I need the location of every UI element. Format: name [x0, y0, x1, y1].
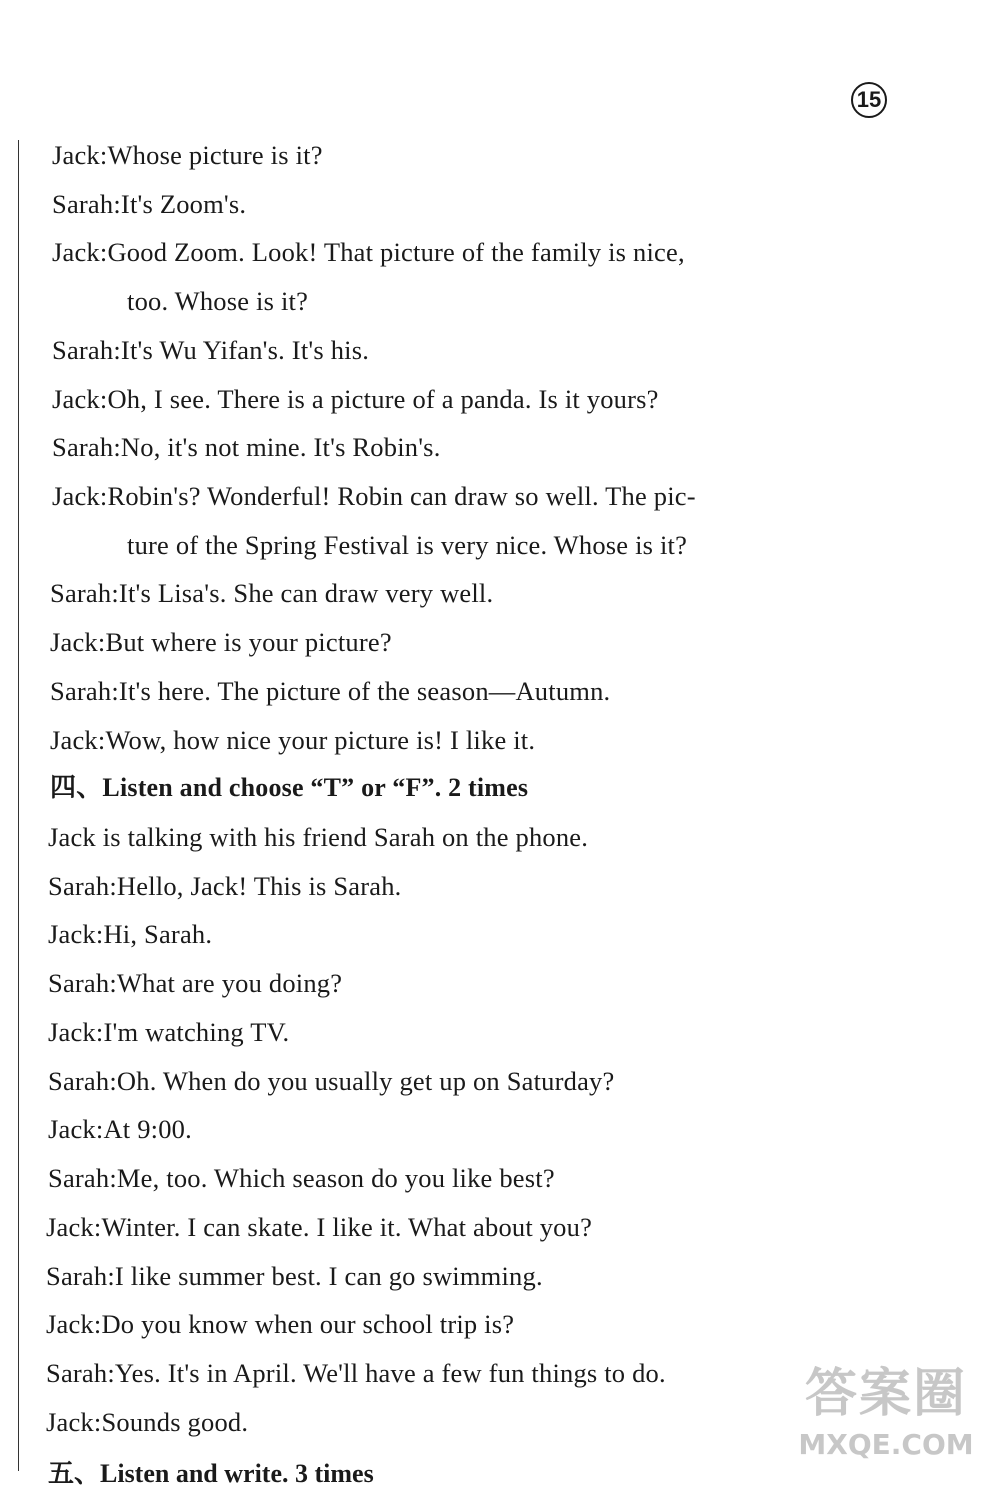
dialogue-line	[48, 965, 342, 1001]
utterance: Oh. When do you usually get up on Saturday?	[116, 1066, 615, 1096]
section-intro: Jack is talking with his friend Sarah on the phone.	[48, 822, 589, 852]
speaker: Jack :	[52, 237, 107, 267]
utterance: Yes. It's in April. We'll have a few fun things to do.	[114, 1358, 666, 1388]
speaker: Jack :	[52, 481, 107, 511]
dialogue-line	[52, 429, 441, 465]
utterance: Oh, I see. There is a picture of a panda. Is it yours?	[107, 384, 659, 414]
watermark-mark: 答案圈	[804, 1364, 967, 1424]
utterance: It's Zoom's.	[120, 189, 247, 219]
utterance: I'm watching TV.	[103, 1017, 290, 1047]
dialogue-line	[48, 1014, 289, 1050]
dialogue-line	[50, 624, 392, 660]
utterance: Hello, Jack! This is Sarah.	[116, 871, 402, 901]
speaker: Sarah :	[50, 578, 119, 608]
speaker: Sarah :	[48, 1066, 117, 1096]
page-number: 15	[851, 82, 887, 118]
speaker: Jack :	[48, 1017, 103, 1047]
speaker: Jack :	[46, 1309, 101, 1339]
dialogue-line	[52, 478, 696, 514]
utterance: Me, too. Which season do you like best?	[116, 1163, 555, 1193]
dialogue-line	[48, 1160, 555, 1196]
dialogue-line	[48, 1063, 614, 1099]
section-title: Listen and choose “T” or “F”. 2 times	[102, 773, 529, 802]
utterance: Winter. I can skate. I like it. What about you?	[101, 1212, 593, 1242]
speaker: Jack :	[52, 384, 107, 414]
utterance: It's here. The picture of the season—Autumn.	[118, 676, 611, 706]
dialogue-line	[46, 1258, 543, 1294]
speaker: Sarah :	[52, 335, 121, 365]
section-number: 四、	[50, 773, 103, 803]
speaker: Sarah :	[52, 189, 121, 219]
speaker: Jack :	[48, 1114, 103, 1144]
utterance: Whose picture is it?	[107, 140, 323, 170]
dialogue-line	[48, 1111, 192, 1147]
speaker: Sarah :	[52, 432, 121, 462]
dialogue-line	[50, 722, 535, 758]
utterance: It's Wu Yifan's. It's his.	[120, 335, 370, 365]
speaker: Sarah :	[46, 1358, 115, 1388]
dialogue-line	[46, 1404, 248, 1440]
utterance: Good Zoom. Look! That picture of the family is nice,	[107, 237, 685, 267]
dialogue-line	[52, 381, 659, 417]
utterance: Do you know when our school trip is?	[101, 1309, 515, 1339]
speaker: Jack :	[50, 627, 105, 657]
utterance: Wow, how nice your picture is! I like it.	[105, 725, 536, 755]
utterance: No, it's not mine. It's Robin's.	[120, 432, 441, 462]
dialogue-line	[52, 234, 685, 270]
utterance: Hi, Sarah.	[103, 919, 213, 949]
dialogue-line-continuation: ture of the Spring Festival is very nice. Whose is it?	[127, 530, 688, 560]
speaker: Jack :	[52, 140, 107, 170]
dialogue-line	[50, 673, 610, 709]
utterance: It's Lisa's. She can draw very well.	[118, 578, 494, 608]
next-section-heading: 五、Listen and write. 3 times	[48, 1459, 374, 1488]
dialogue-line	[48, 868, 402, 904]
utterance: Robin's? Wonderful! Robin can draw so well. The pic-	[107, 481, 696, 511]
speaker: Jack :	[46, 1212, 101, 1242]
watermark	[786, 1359, 986, 1469]
dialogue-line	[50, 575, 493, 611]
dialogue-line	[52, 186, 246, 222]
utterance: At 9:00.	[103, 1114, 192, 1144]
dialogue-line	[46, 1306, 514, 1342]
speaker: Sarah :	[48, 1163, 117, 1193]
utterance: But where is your picture?	[105, 627, 392, 657]
speaker: Sarah :	[48, 871, 117, 901]
dialogue-line	[52, 137, 323, 173]
section-heading	[50, 770, 528, 806]
utterance: What are you doing?	[116, 968, 343, 998]
dialogue-line-continuation: too. Whose is it?	[127, 286, 309, 316]
speaker: Sarah :	[46, 1261, 115, 1291]
dialogue-line	[46, 1355, 666, 1391]
speaker: Sarah :	[48, 968, 117, 998]
margin-rule	[18, 140, 19, 1471]
dialogue-line	[48, 916, 212, 952]
speaker: Jack :	[48, 919, 103, 949]
utterance: I like summer best. I can go swimming.	[114, 1261, 543, 1291]
speaker: Jack :	[50, 725, 105, 755]
utterance: Sounds good.	[101, 1407, 249, 1437]
watermark-site: MXQE.COM	[798, 1428, 974, 1461]
dialogue-line	[52, 332, 369, 368]
dialogue-line	[46, 1209, 592, 1245]
speaker: Jack :	[46, 1407, 101, 1437]
speaker: Sarah :	[50, 676, 119, 706]
